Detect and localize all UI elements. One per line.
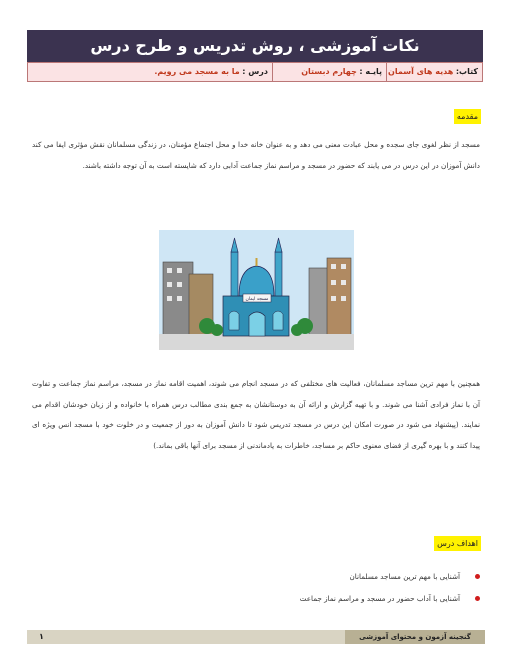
list-item: آشنایی با آداب حضور در مسجد و مراسم نماز جماعت [180, 588, 480, 610]
ground [159, 334, 354, 350]
footer-bar [27, 630, 345, 644]
bullet-icon [475, 574, 480, 579]
lesson-cell [28, 63, 272, 81]
building-right-2 [327, 258, 351, 337]
body-paragraph: همچنین با مهم ترین مساجد مسلمانان، فعالیت های مختلفی که در مسجد انجام می شوند، اهمیت اقامه نماز در مسجد، مراسم نماز جماعت و تفاوت آن با نماز فرادی آشنا می شوند. و با تهیه گزارش و ارائه آن به دوستانشان به جمع بندی مطالب درس همراه با خانواده و از زبان خودشان اقدام می نمایند. (پیشنهاد می شود در صورت امکان این درس در مسجد تدریس شود تا دانش آموزان به دور از جمعیت و در خلوت خود با مسجد انس ویژه ای پیدا کنند و با بهره گیری از فضای معنوی حاکم بر مساجد، خاطرات به یادماندنی از مسجد برای آنها باقی بماند.) [32, 379, 480, 450]
goals-list [180, 566, 480, 610]
page-number: ۱ [39, 632, 44, 641]
lesson-key: درس : [242, 67, 268, 76]
mosque-door [249, 312, 265, 336]
lesson-info-row [27, 62, 483, 82]
grade-value: چهارم دبستان [301, 67, 357, 76]
footer-label: گنجینه آزمون و محتوای آموزشی [345, 630, 485, 644]
list-item: آشنایی با مهم ترین مساجد مسلمانان [180, 566, 480, 588]
page-title: نکات آموزشی ، روش تدریس و طرح درس [27, 30, 483, 62]
intro-paragraph: مسجد از نظر لغوی جای سجده و محل عبادت معنی می دهد و به عنوان خانه خدا و محل اجتماع مؤمنان، در زندگی مسلمانان نقش مؤثری ایفا می کند دانش آموزان در این درس در می یابند که حضور در مسجد و مراسم نماز جماعت آدابی دارد که شایسته است به آن توجه داشته باشند. [32, 140, 480, 170]
goals-heading: اهداف درس [434, 536, 481, 551]
bullet-icon [475, 596, 480, 601]
grade-key: پایـه : [359, 67, 382, 76]
intro-heading: مقدمه [454, 109, 481, 124]
mosque-sign-text: مسجد ایمان [245, 297, 269, 302]
lesson-value: ما به مسجد می رویم. [154, 67, 240, 76]
mosque-illustration [159, 230, 354, 350]
book-key: کتاب: [455, 67, 478, 76]
book-cell [386, 63, 482, 81]
grade-cell [272, 63, 386, 81]
book-value: هدیه های آسمان [388, 67, 454, 76]
page-footer [27, 630, 485, 644]
